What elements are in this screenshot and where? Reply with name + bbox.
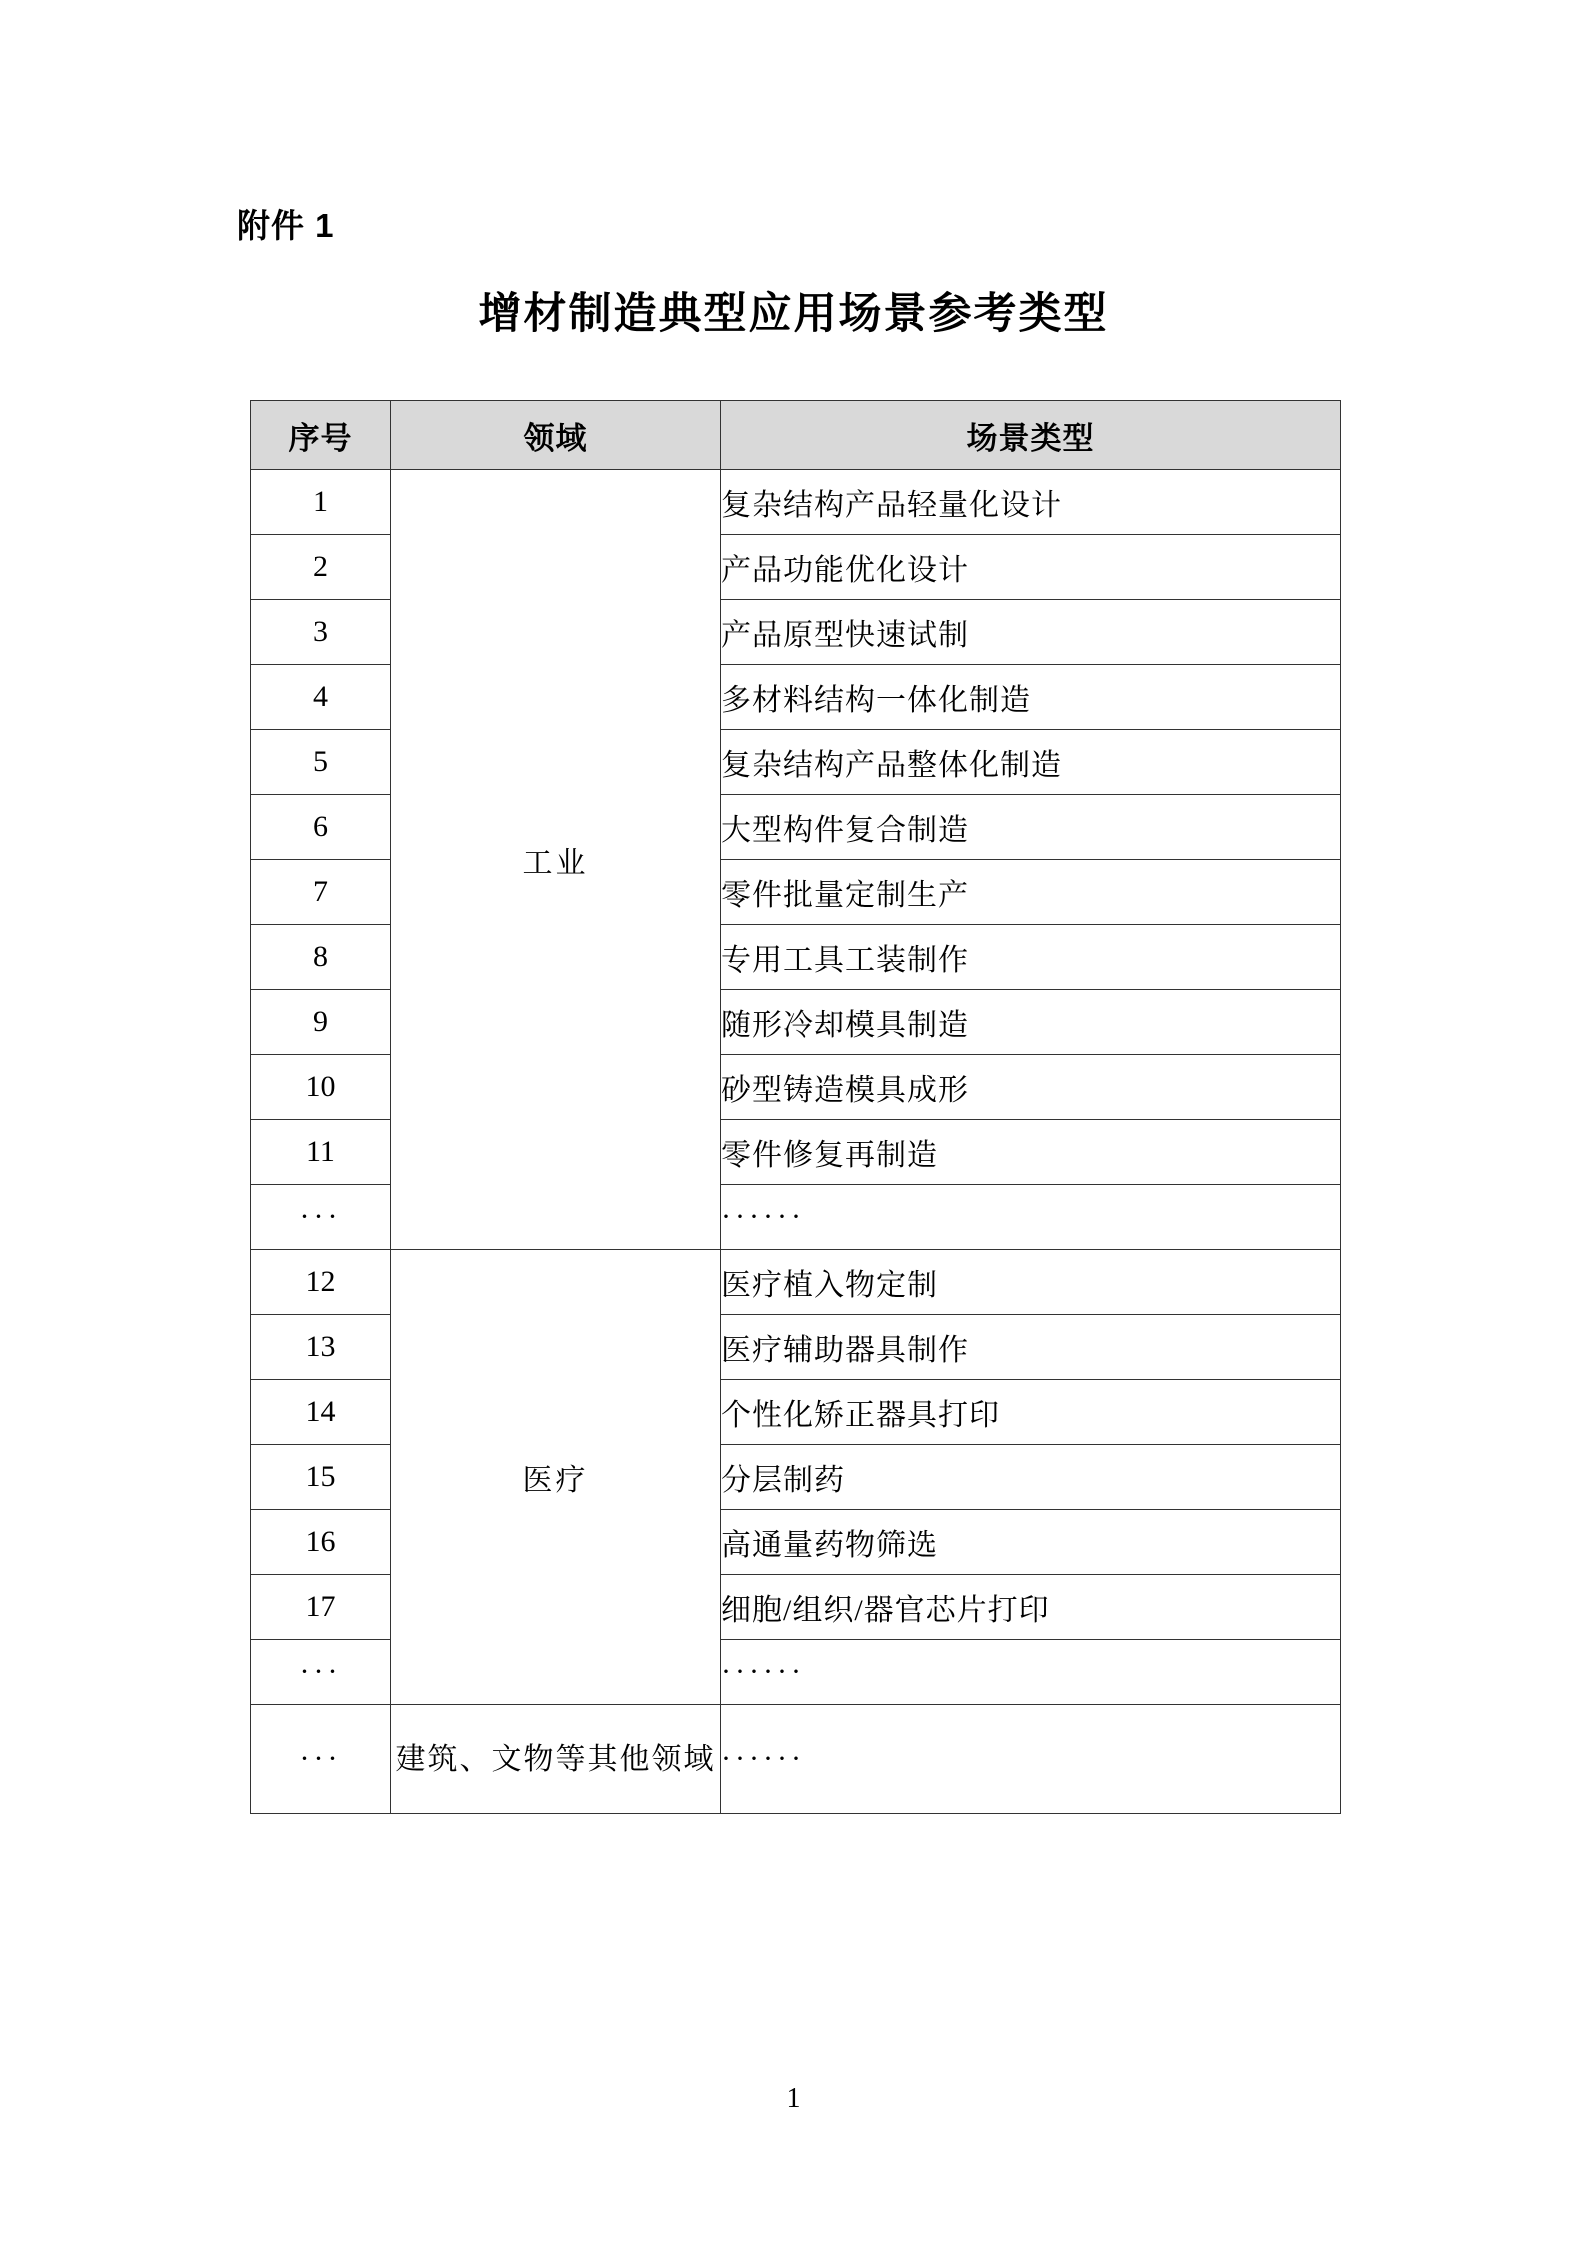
- row-number: 11: [251, 1120, 391, 1185]
- scene-cell-ellipsis: ······: [721, 1185, 1341, 1250]
- row-number: 16: [251, 1510, 391, 1575]
- scene-cell: 医疗辅助器具制作: [721, 1315, 1341, 1380]
- row-number: 15: [251, 1445, 391, 1510]
- table-row: [251, 470, 1341, 535]
- scene-cell: 分层制药: [721, 1445, 1341, 1510]
- row-number: 4: [251, 665, 391, 730]
- field-cell-other: 建筑、文物等其他领域: [391, 1705, 721, 1814]
- scene-cell: 多材料结构一体化制造: [721, 665, 1341, 730]
- table-header: [251, 401, 1341, 470]
- table-row: [251, 1250, 1341, 1315]
- scene-cell: 细胞/组织/器官芯片打印: [721, 1575, 1341, 1640]
- scene-cell: 医疗植入物定制: [721, 1250, 1341, 1315]
- scene-cell: 复杂结构产品整体化制造: [721, 730, 1341, 795]
- row-number-ellipsis: ···: [251, 1705, 391, 1814]
- page-number: 1: [786, 2083, 801, 2114]
- column-header-field: 领域: [391, 401, 721, 470]
- scene-type-table: [250, 400, 1341, 1814]
- scene-cell-ellipsis: ······: [721, 1705, 1341, 1814]
- row-number-ellipsis: ···: [251, 1185, 391, 1250]
- row-number: 9: [251, 990, 391, 1055]
- attachment-label: 附件 1: [237, 207, 335, 244]
- row-number: 6: [251, 795, 391, 860]
- row-number: 8: [251, 925, 391, 990]
- scene-cell-ellipsis: ······: [721, 1640, 1341, 1705]
- row-number: 17: [251, 1575, 391, 1640]
- scene-cell: 复杂结构产品轻量化设计: [721, 470, 1341, 535]
- page-title: 增材制造典型应用场景参考类型: [478, 290, 1109, 338]
- scene-cell: 产品原型快速试制: [721, 600, 1341, 665]
- row-number: 7: [251, 860, 391, 925]
- scene-cell: 个性化矫正器具打印: [721, 1380, 1341, 1445]
- row-number-ellipsis: ···: [251, 1640, 391, 1705]
- scene-cell: 产品功能优化设计: [721, 535, 1341, 600]
- scene-cell: 高通量药物筛选: [721, 1510, 1341, 1575]
- scene-cell: 零件修复再制造: [721, 1120, 1341, 1185]
- field-cell-industry: 工业: [391, 470, 721, 1250]
- column-header-no: 序号: [251, 401, 391, 470]
- scene-cell: 随形冷却模具制造: [721, 990, 1341, 1055]
- row-number: 5: [251, 730, 391, 795]
- table-header-row: [251, 401, 1341, 470]
- row-number: 10: [251, 1055, 391, 1120]
- row-number: 14: [251, 1380, 391, 1445]
- column-header-scene: 场景类型: [721, 401, 1341, 470]
- row-number: 3: [251, 600, 391, 665]
- row-number: 2: [251, 535, 391, 600]
- row-number: 12: [251, 1250, 391, 1315]
- table-row: [251, 1705, 1341, 1814]
- scene-cell: 砂型铸造模具成形: [721, 1055, 1341, 1120]
- scene-cell: 零件批量定制生产: [721, 860, 1341, 925]
- table-body: [251, 470, 1341, 1814]
- field-cell-medical: 医疗: [391, 1250, 721, 1705]
- scene-cell: 大型构件复合制造: [721, 795, 1341, 860]
- scene-cell: 专用工具工装制作: [721, 925, 1341, 990]
- row-number: 1: [251, 470, 391, 535]
- row-number: 13: [251, 1315, 391, 1380]
